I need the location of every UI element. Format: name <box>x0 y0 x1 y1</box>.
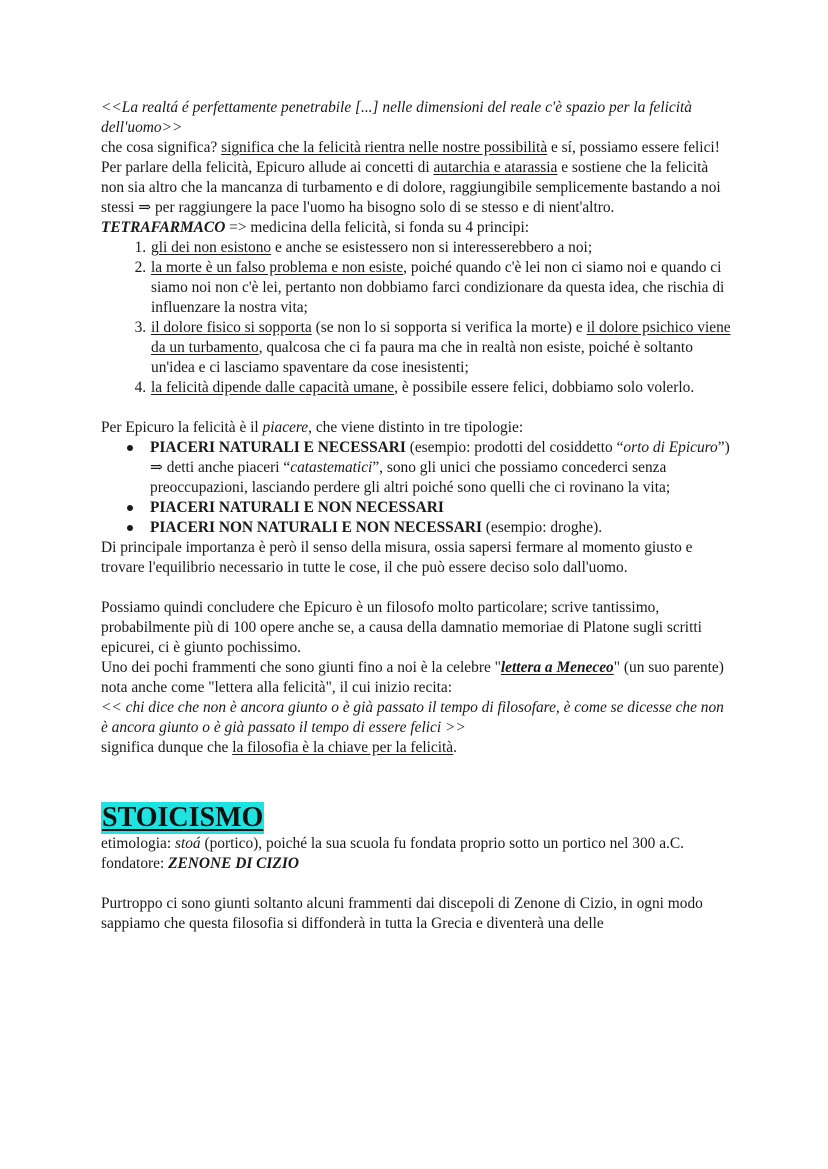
paragraph-significa: che cosa significa? significa che la felicità rientra nelle nostre possibilità e sí, possiamo essere felici! <box>101 139 720 156</box>
lettera-title: lettera a Meneceo <box>500 659 614 676</box>
piaceri-list <box>101 438 731 538</box>
tetrafarmaco-heading: TETRAFARMACO => medicina della felicità, si fonda su 4 principi: <box>101 219 530 236</box>
list-item: 4. la felicità dipende dalle capacità umane, è possibile essere felici, dobbiamo solo volerlo. <box>150 378 731 398</box>
paragraph-stoicismo-intro: Purtroppo ci sono giunti soltanto alcuni frammenti dai discepoli di Zenone di Cizio, in ogni modo sappiamo che questa filosofia si diffonderà in tutta la Grecia e diventerà una delle <box>101 895 703 932</box>
list-item: PIACERI NATURALI E NECESSARI (esempio: prodotti del cosiddetto “orto di Epicuro”) ⇒ detti anche piaceri “catastematici”, sono gli unici che possiamo concederci senza preoccupazioni, lasciando perdere gli altri poiché sono quelli che ci rovinano la vita; <box>150 439 730 496</box>
tetrafarmaco-list <box>101 238 731 398</box>
list-item: 2. la morte è un falso problema e non esiste, poiché quando c'è lei non ci siamo noi e quando ci siamo noi non c'è lei, pertanto non dobbiamo farci condizionare da questa idea, che rischia di influenzare la nostra vita; <box>150 258 731 318</box>
section-title-stoicismo: STOICISMO <box>102 802 264 833</box>
paragraph-felicita: Per parlare della felicità, Epicuro allude ai concetti di autarchia e atarassia e sostiene che la felicità non sia altro che la mancanza di turbamento e di dolore, raggiungibile semplicemente bastando a noi stessi ⇒ per raggiungere la pace l'uomo ha bisogno solo di se stesso e di nient'altro. <box>101 159 721 216</box>
paragraph-misura: Di principale importanza è però il senso della misura, ossia sapersi fermare al momento giusto e trovare l'equilibrio necessario in tutte le cose, il che può essere deciso solo dall'uomo. <box>101 539 693 576</box>
quote-realta: <<La realtá é perfettamente penetrabile [...] nelle dimensioni del reale c'è spazio per la felicità dell'uomo>> <box>101 99 692 136</box>
paragraph-etimologia: etimologia: stoá (portico), poiché la sua scuola fu fondata proprio sotto un portico nel 300 a.C. <box>101 835 685 852</box>
document-body <box>101 98 731 934</box>
paragraph-piacere: Per Epicuro la felicità è il piacere, che viene distinto in tre tipologie: <box>101 419 524 436</box>
underlined-text: autarchia e atarassia <box>433 159 558 176</box>
list-item: 1. gli dei non esistono e anche se esistessero non si interesserebbero a noi; <box>150 238 731 258</box>
paragraph-finale: significa dunque che la filosofia è la chiave per la felicità. <box>101 739 457 756</box>
list-item: PIACERI NON NATURALI E NON NECESSARI (esempio: droghe). <box>150 518 731 538</box>
paragraph-conclusione: Possiamo quindi concludere che Epicuro è un filosofo molto particolare; scrive tantissimo, probabilmente più di 100 opere anche se, a causa della damnatio memoriae di Platone sugli scritti epicurei, ci è giunto pochissimo. <box>101 599 702 656</box>
paragraph-lettera: Uno dei pochi frammenti che sono giunti fino a noi è la celebre "lettera a Meneceo" (un suo parente) nota anche come "lettera alla felicità", il cui inizio recita: <box>101 659 724 696</box>
paragraph-fondatore: fondatore: ZENONE DI CIZIO <box>101 855 299 872</box>
list-item: PIACERI NATURALI E NON NECESSARI <box>150 498 731 518</box>
quote-lettera: << chi dice che non è ancora giunto o è già passato il tempo di filosofare, è come se dicesse che non è ancora giunto o è già passato il tempo di essere felici >> <box>101 699 724 736</box>
list-item: 3. il dolore fisico si sopporta (se non lo si sopporta si verifica la morte) e il dolore psichico viene da un turbamento, qualcosa che ci fa paura ma che in realtà non esiste, poiché è soltanto un'idea e ci lasciamo spaventare da cose inesistenti; <box>150 318 731 378</box>
underlined-text: significa che la felicità rientra nelle nostre possibilità <box>221 139 548 156</box>
